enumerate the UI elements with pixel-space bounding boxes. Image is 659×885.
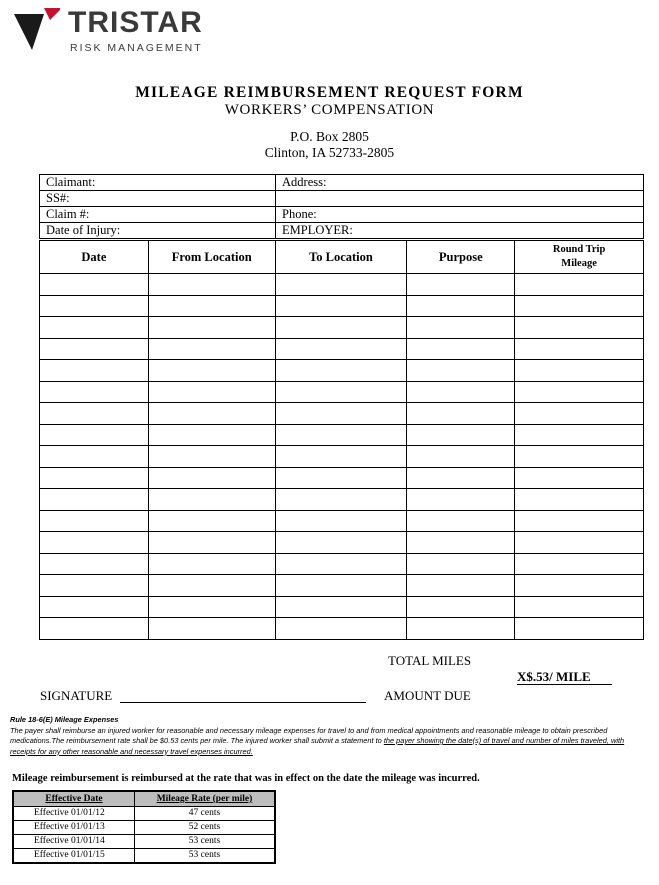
to-location-cell[interactable] [275, 381, 407, 403]
to-location-cell[interactable] [275, 489, 407, 511]
purpose-cell[interactable] [407, 446, 515, 468]
rule-text [10, 726, 650, 758]
log-row [40, 510, 644, 532]
claim-number-field[interactable]: Claim #: [40, 207, 276, 223]
purpose-cell[interactable] [407, 295, 515, 317]
to-location-cell[interactable] [275, 295, 407, 317]
log-row [40, 489, 644, 511]
rate-effective-date: Effective 01/01/14 [13, 835, 135, 849]
from-location-cell[interactable] [148, 381, 275, 403]
purpose-cell[interactable] [407, 532, 515, 554]
purpose-cell[interactable] [407, 510, 515, 532]
ss-field[interactable]: SS#: [40, 191, 276, 207]
to-location-cell[interactable] [275, 575, 407, 597]
date-cell[interactable] [40, 618, 149, 640]
from-location-cell[interactable] [148, 575, 275, 597]
log-row [40, 381, 644, 403]
to-location-cell[interactable] [275, 360, 407, 382]
col-round-trip-mileage [515, 241, 644, 274]
employer-field[interactable]: EMPLOYER: [276, 223, 644, 239]
purpose-cell[interactable] [407, 575, 515, 597]
date-cell[interactable] [40, 575, 149, 597]
purpose-cell[interactable] [407, 489, 515, 511]
reimbursement-note: Mileage reimbursement is reimbursed at the rate that was in effect on the date the mileage was incurred. [12, 773, 480, 784]
from-location-cell[interactable] [148, 274, 275, 296]
date-cell[interactable] [40, 596, 149, 618]
to-location-cell[interactable] [275, 317, 407, 339]
form-title: MILEAGE REIMBURSEMENT REQUEST FORM [135, 84, 524, 101]
to-location-cell[interactable] [275, 424, 407, 446]
log-row [40, 553, 644, 575]
from-location-cell[interactable] [148, 446, 275, 468]
log-row [40, 424, 644, 446]
purpose-cell[interactable] [407, 424, 515, 446]
mileage-cell[interactable] [515, 381, 644, 403]
from-location-cell[interactable] [148, 489, 275, 511]
to-location-cell[interactable] [275, 446, 407, 468]
to-location-cell[interactable] [275, 338, 407, 360]
mileage-cell[interactable] [515, 338, 644, 360]
rate-row [13, 835, 275, 849]
mileage-cell[interactable] [515, 317, 644, 339]
from-location-cell[interactable] [148, 338, 275, 360]
date-cell[interactable] [40, 338, 149, 360]
rate-row [13, 807, 275, 821]
date-cell[interactable] [40, 467, 149, 489]
mileage-cell[interactable] [515, 295, 644, 317]
mileage-cell[interactable] [515, 553, 644, 575]
date-cell[interactable] [40, 360, 149, 382]
to-location-cell[interactable] [275, 510, 407, 532]
signature-label: SIGNATURE [40, 688, 113, 703]
log-row [40, 274, 644, 296]
rate-row [13, 821, 275, 835]
from-location-cell[interactable] [148, 467, 275, 489]
purpose-cell[interactable] [407, 338, 515, 360]
log-row [40, 360, 644, 382]
to-location-cell[interactable] [275, 553, 407, 575]
from-location-cell[interactable] [148, 596, 275, 618]
col-from-location: From Location [148, 241, 275, 274]
to-location-cell[interactable] [275, 618, 407, 640]
address-line-1: P.O. Box 2805 [290, 129, 369, 144]
mileage-log-table [39, 240, 644, 640]
rule-text-part-2: the payer showing the date(s) of travel and number of miles traveled, with receipts for any other reasonable and necessary travel expenses incurred. [10, 736, 625, 756]
col-purpose: Purpose [407, 241, 515, 274]
date-cell[interactable] [40, 424, 149, 446]
amount-due-label: AMOUNT DUE [384, 688, 471, 703]
from-location-cell[interactable] [148, 424, 275, 446]
from-location-cell[interactable] [148, 403, 275, 425]
rate-underline [517, 684, 612, 685]
mileage-cell[interactable] [515, 424, 644, 446]
purpose-cell[interactable] [407, 553, 515, 575]
purpose-cell[interactable] [407, 403, 515, 425]
from-location-cell[interactable] [148, 317, 275, 339]
log-row [40, 317, 644, 339]
total-miles-label: TOTAL MILES [388, 653, 472, 668]
mileage-cell[interactable] [515, 532, 644, 554]
log-row [40, 446, 644, 468]
rate-effective-date: Effective 01/01/12 [13, 807, 135, 821]
mileage-label: Mileage [561, 258, 597, 269]
purpose-cell[interactable] [407, 274, 515, 296]
logo-subtitle: RISK MANAGEMENT [70, 42, 203, 54]
address-field[interactable]: Address: [276, 175, 644, 191]
mileage-cell[interactable] [515, 360, 644, 382]
mileage-cell[interactable] [515, 489, 644, 511]
purpose-cell[interactable] [407, 317, 515, 339]
mileage-cell[interactable] [515, 596, 644, 618]
from-location-cell[interactable] [148, 295, 275, 317]
phone-field[interactable]: Phone: [276, 207, 644, 223]
purpose-cell[interactable] [407, 618, 515, 640]
purpose-cell[interactable] [407, 596, 515, 618]
date-cell[interactable] [40, 446, 149, 468]
rate-value: 47 cents [135, 807, 276, 821]
rate-effective-date: Effective 01/01/13 [13, 821, 135, 835]
to-location-cell[interactable] [275, 403, 407, 425]
mileage-cell[interactable] [515, 446, 644, 468]
claimant-info-table [39, 174, 644, 239]
rate-effective-date: Effective 01/01/15 [13, 849, 135, 864]
claimant-field[interactable]: Claimant: [40, 175, 276, 191]
col-date: Date [40, 241, 149, 274]
mileage-log-rows [40, 274, 644, 640]
to-location-cell[interactable] [275, 467, 407, 489]
log-row [40, 467, 644, 489]
header-effective-date: Effective Date [13, 791, 135, 807]
from-location-cell[interactable] [148, 618, 275, 640]
mileage-cell[interactable] [515, 467, 644, 489]
purpose-cell[interactable] [407, 360, 515, 382]
rate-row [13, 849, 275, 864]
log-row [40, 338, 644, 360]
mileage-rate-table [12, 790, 276, 864]
log-row [40, 295, 644, 317]
mileage-cell[interactable] [515, 618, 644, 640]
tristar-logo-icon [10, 4, 60, 54]
address-field-2[interactable] [276, 191, 644, 207]
to-location-cell[interactable] [275, 596, 407, 618]
date-cell[interactable] [40, 553, 149, 575]
from-location-cell[interactable] [148, 360, 275, 382]
mileage-cell[interactable] [515, 274, 644, 296]
mileage-cell[interactable] [515, 575, 644, 597]
rule-text-part-1: The payer shall reimburse an injured worker for reasonable and necessary mileage expenses for travel to and from medical appointments and reasonable mileage to obtain prescribed medications.The reimbursement rate shall be $0.53 cents per mile. The injured worker shall submit a statement to [10, 725, 608, 745]
rate-value: 53 cents [135, 835, 276, 849]
rate-value: 52 cents [135, 821, 276, 835]
log-row [40, 618, 644, 640]
log-row [40, 532, 644, 554]
mileage-cell[interactable] [515, 403, 644, 425]
log-row [40, 596, 644, 618]
rule-section [10, 715, 650, 757]
form-subtitle: WORKERS’ COMPENSATION [224, 102, 435, 118]
date-cell[interactable] [40, 295, 149, 317]
from-location-cell[interactable] [148, 532, 275, 554]
address-line-2: Clinton, IA 52733-2805 [264, 145, 395, 160]
date-cell[interactable] [40, 274, 149, 296]
rate-value: 53 cents [135, 849, 276, 864]
purpose-cell[interactable] [407, 381, 515, 403]
date-cell[interactable] [40, 510, 149, 532]
to-location-cell[interactable] [275, 532, 407, 554]
date-cell[interactable] [40, 489, 149, 511]
log-row [40, 575, 644, 597]
logo-name: TRISTAR [68, 6, 203, 39]
from-location-cell[interactable] [148, 553, 275, 575]
rule-heading: Rule 18-6(E) Mileage Expenses [10, 715, 119, 724]
from-location-cell[interactable] [148, 510, 275, 532]
header-mileage-rate: Mileage Rate (per mile) [135, 791, 276, 807]
col-to-location: To Location [275, 241, 407, 274]
log-row [40, 403, 644, 425]
date-cell[interactable] [40, 317, 149, 339]
date-cell[interactable] [40, 381, 149, 403]
date-of-injury-field[interactable]: Date of Injury: [40, 223, 276, 239]
date-cell[interactable] [40, 403, 149, 425]
tristar-logo [10, 4, 220, 54]
round-trip-label: Round Trip [552, 244, 606, 255]
date-cell[interactable] [40, 532, 149, 554]
to-location-cell[interactable] [275, 274, 407, 296]
mileage-cell[interactable] [515, 510, 644, 532]
rate-per-mile: X$.53/ MILE [517, 669, 591, 684]
purpose-cell[interactable] [407, 467, 515, 489]
signature-line[interactable] [120, 702, 366, 703]
